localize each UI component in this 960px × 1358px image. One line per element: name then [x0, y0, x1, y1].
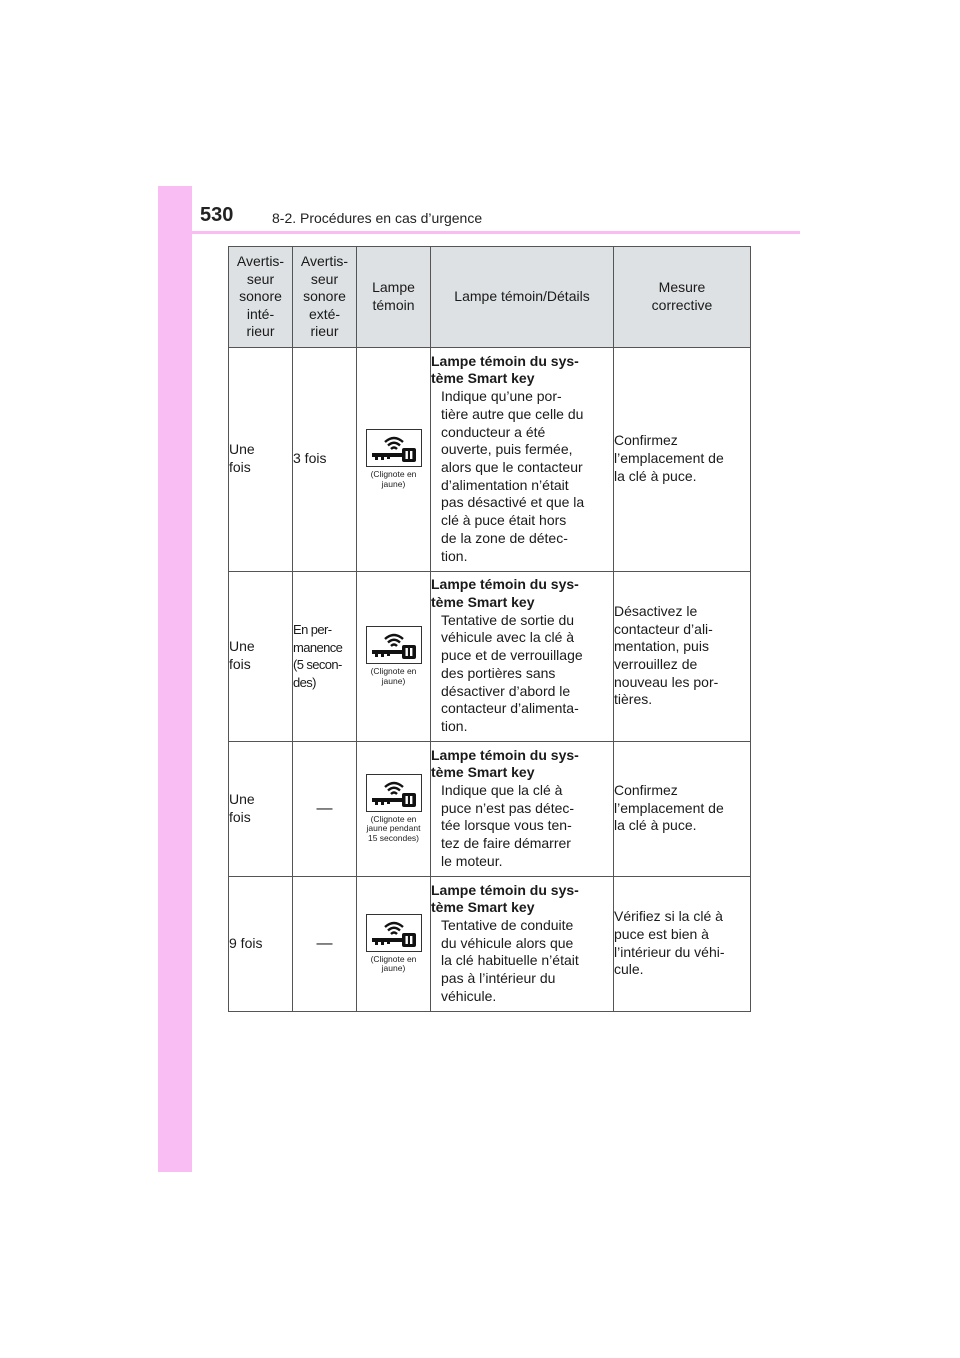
page-number: 530: [200, 204, 234, 226]
details-cell: [431, 876, 614, 1011]
corrective-action-cell: Confirmez l’emplacement de la clé à puce.: [614, 347, 751, 571]
detail-body: Tentative de sortie du véhicule avec la clé à puce et de verrouillage des portières sans désactiver d’abord le contacteur d’alimenta- tion.: [441, 611, 583, 734]
interior-buzzer-cell: 9 fois: [229, 876, 293, 1011]
exterior-buzzer-cell: —: [293, 876, 357, 1011]
interior-buzzer-cell: Une fois: [229, 571, 293, 741]
col-header-corrective-action: Mesure corrective: [614, 247, 751, 348]
table-row: [229, 741, 751, 876]
detail-title: Lampe témoin du sys- tème Smart key: [431, 881, 579, 916]
detail-title: Lampe témoin du sys- tème Smart key: [431, 576, 579, 611]
table-row: [229, 876, 751, 1011]
lamp-caption: (Clignote en jaune): [370, 953, 417, 973]
interior-buzzer-cell: Une fois: [229, 741, 293, 876]
col-header-exterior-buzzer: Avertis- seur sonore exté- rieur: [293, 247, 357, 348]
table-row: [229, 347, 751, 571]
col-header-interior-buzzer: Avertis- seur sonore inté- rieur: [229, 247, 293, 348]
interior-buzzer-cell: Une fois: [229, 347, 293, 571]
page-header: [192, 204, 800, 234]
lamp-caption: (Clignote en jaune): [370, 469, 417, 489]
header-rule: [192, 231, 800, 234]
corrective-action-cell: Confirmez l’emplacement de la clé à puce.: [614, 741, 751, 876]
detail-title: Lampe témoin du sys- tème Smart key: [431, 352, 579, 387]
table-row: [229, 571, 751, 741]
details-cell: [431, 571, 614, 741]
smart-key-indicator-icon: [366, 914, 422, 952]
warning-buzzer-table: [228, 246, 751, 1012]
lamp-caption: (Clignote en jaune): [370, 666, 417, 686]
details-cell: [431, 741, 614, 876]
details-cell: [431, 347, 614, 571]
smart-key-indicator-icon: [366, 774, 422, 812]
lamp-caption: (Clignote en jaune pendant 15 secondes): [366, 813, 421, 843]
section-title: 8-2. Procédures en cas d’urgence: [272, 210, 483, 226]
detail-body: Tentative de conduite du véhicule alors que la clé habituelle n’était pas à l’intérieur du véhicule.: [441, 916, 579, 1004]
exterior-buzzer-cell: En per- manence (5 secon- des): [293, 571, 357, 741]
exterior-buzzer-cell: 3 fois: [293, 347, 357, 571]
col-header-warning-light: Lampe témoin: [357, 247, 431, 348]
corrective-action-cell: Désactivez le contacteur d’ali- mentation, puis verrouillez de nouveau les por- tières.: [614, 571, 751, 741]
warning-light-cell: [357, 741, 431, 876]
detail-body: Indique que la clé à puce n’est pas détec- tée lorsque vous ten- tez de faire démarrer le moteur.: [441, 781, 575, 869]
table-header-row: [229, 247, 751, 348]
col-header-details: Lampe témoin/Détails: [431, 247, 614, 348]
detail-title: Lampe témoin du sys- tème Smart key: [431, 746, 579, 781]
smart-key-indicator-icon: [366, 626, 422, 664]
exterior-buzzer-cell: —: [293, 741, 357, 876]
warning-light-cell: [357, 347, 431, 571]
smart-key-indicator-icon: [366, 429, 422, 467]
corrective-action-cell: Vérifiez si la clé à puce est bien à l’intérieur du véhi- cule.: [614, 876, 751, 1011]
detail-body: Indique qu’une por- tière autre que celle du conducteur a été ouverte, puis fermée, alors que le contacteur d’alimentation n’était pas désactivé et que la clé à puce était hors de la zone de détec- tion.: [441, 388, 585, 564]
warning-light-cell: [357, 876, 431, 1011]
chapter-side-tab: [158, 186, 192, 1172]
warning-light-cell: [357, 571, 431, 741]
